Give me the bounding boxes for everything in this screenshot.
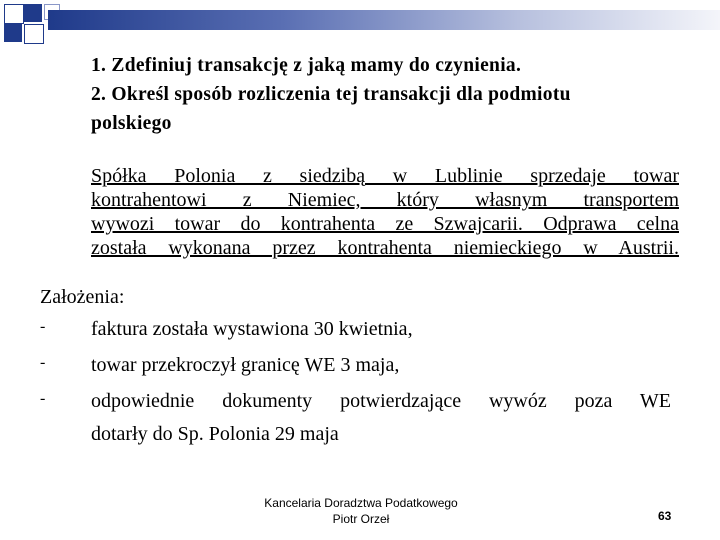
assumption-text: faktura została wystawiona 30 kwietnia, — [91, 318, 413, 340]
decor-square — [4, 24, 22, 42]
assumption-continuation: dotarły do Sp. Polonia 29 maja — [91, 423, 339, 445]
assumptions-heading: Założenia: — [40, 286, 125, 308]
case-line: wywozi towar do kontrahenta ze Szwajcarii. Odprawa celna — [91, 213, 679, 235]
assumption-text: towar przekroczył granicę WE 3 maja, — [91, 354, 400, 376]
decor-square — [4, 4, 24, 24]
case-description — [91, 164, 679, 260]
page-number: 63 — [658, 509, 672, 523]
question-2: 2. Określ sposób rozliczenia tej transakcji dla podmiotu — [91, 84, 571, 105]
bullet-dash: - — [40, 390, 46, 407]
bullet-dash: - — [40, 354, 46, 371]
decor-square — [24, 4, 42, 22]
footer-line: Piotr Orzeł — [332, 512, 390, 526]
footer-line: Kancelaria Doradztwa Podatkowego — [264, 496, 458, 510]
assumption-text: odpowiednie dokumenty potwierdzające wywóz poza WE — [91, 390, 671, 412]
footer-author — [256, 495, 466, 527]
bullet-dash: - — [40, 318, 46, 335]
case-line: Spółka Polonia z siedzibą w Lublinie sprzedaje towar — [91, 165, 679, 187]
header-gradient-band — [48, 10, 720, 30]
case-line: kontrahentowi z Niemiec, który własnym transportem — [91, 189, 679, 211]
question-2-continuation: polskiego — [91, 113, 172, 134]
question-1: 1. Zdefiniuj transakcję z jaką mamy do czynienia. — [91, 55, 522, 76]
case-line: została wykonana przez kontrahenta niemieckiego w Austrii. — [91, 237, 679, 259]
decor-square — [24, 24, 44, 44]
